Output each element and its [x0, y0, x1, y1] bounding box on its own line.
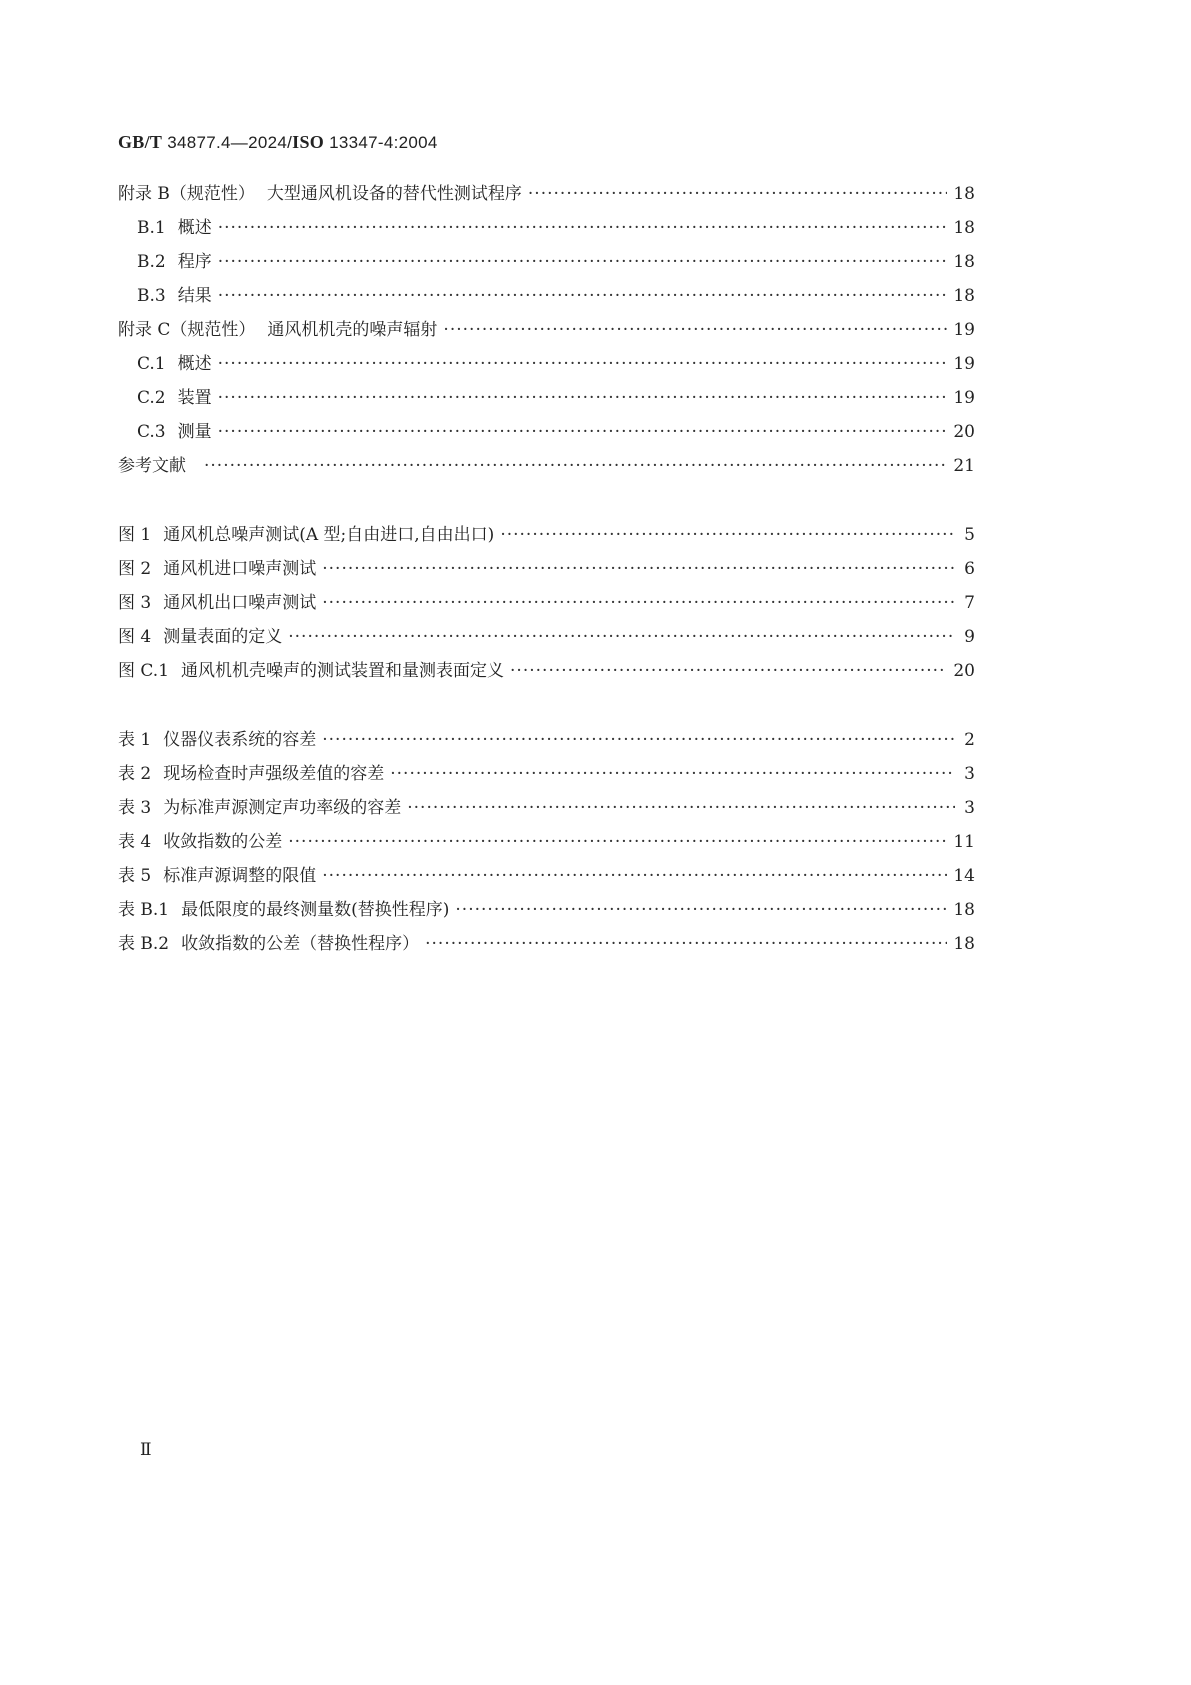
entry-number: 表 2 — [118, 764, 152, 784]
entry-number: C.1 — [137, 354, 166, 374]
entry-number: 图 3 — [118, 593, 152, 613]
entry-title: 装置 — [177, 388, 212, 408]
entry-number: 表 3 — [118, 798, 152, 818]
entry-page: 5 — [964, 525, 975, 545]
entry-title: 概述 — [177, 218, 212, 238]
toc-figures-list — [118, 518, 975, 688]
toc-entry[interactable] — [118, 211, 975, 245]
toc-entry[interactable] — [118, 552, 975, 586]
entry-page: 14 — [953, 866, 975, 886]
dot-leader — [218, 381, 948, 415]
entry-number: C.3 — [137, 422, 166, 442]
dot-leader — [443, 313, 947, 347]
dot-leader — [322, 586, 955, 620]
toc-entry[interactable] — [118, 859, 975, 893]
entry-number: B.3 — [137, 286, 166, 306]
entry-number: B.2 — [137, 252, 166, 272]
entry-number: 图 4 — [118, 627, 152, 647]
entry-title: 收敛指数的公差（替换性程序） — [181, 934, 420, 954]
entry-page: 3 — [964, 798, 975, 818]
dot-leader — [500, 518, 955, 552]
entry-title: 程序 — [177, 252, 212, 272]
entry-title: 结果 — [177, 286, 212, 306]
entry-number: 表 B.2 — [118, 934, 170, 954]
toc-entry[interactable] — [118, 927, 975, 961]
dot-leader — [510, 654, 947, 688]
dot-leader — [528, 177, 947, 211]
toc-entry[interactable] — [118, 347, 975, 381]
dot-leader — [288, 825, 947, 859]
dot-leader — [218, 415, 948, 449]
dot-leader — [218, 211, 948, 245]
header-iso-number: 13347-4:2004 — [324, 133, 438, 152]
dot-leader — [218, 279, 948, 313]
entry-page: 20 — [953, 422, 975, 442]
entry-page: 19 — [953, 388, 975, 408]
toc-entry[interactable] — [118, 177, 975, 211]
dot-leader — [218, 347, 948, 381]
entry-number: 参考文献 — [118, 456, 186, 476]
entry-page: 6 — [964, 559, 975, 579]
entry-number: 表 5 — [118, 866, 152, 886]
entry-title: 通风机机壳噪声的测试装置和量测表面定义 — [181, 661, 505, 681]
dot-leader — [425, 927, 947, 961]
toc-entry[interactable] — [118, 654, 975, 688]
toc-entry[interactable] — [118, 518, 975, 552]
entry-page: 3 — [964, 764, 975, 784]
entry-title: 为标准声源测定声功率级的容差 — [163, 798, 402, 818]
entry-page: 18 — [953, 184, 975, 204]
entry-number: 图 1 — [118, 525, 152, 545]
toc-entry[interactable] — [118, 825, 975, 859]
dot-leader — [407, 791, 955, 825]
entry-title: 现场检查时声强级差值的容差 — [163, 764, 385, 784]
toc-entry[interactable] — [118, 245, 975, 279]
dot-leader — [288, 620, 955, 654]
entry-page: 7 — [964, 593, 975, 613]
entry-title: 标准声源调整的限值 — [163, 866, 317, 886]
toc-contents-list — [118, 177, 975, 483]
entry-number: 表 B.1 — [118, 900, 170, 920]
header-number: 34877.4—2024/ — [162, 133, 293, 152]
dot-leader — [322, 552, 955, 586]
entry-title: 大型通风机设备的替代性测试程序 — [266, 184, 522, 204]
toc-entry[interactable] — [118, 791, 975, 825]
entry-number: 表 4 — [118, 832, 152, 852]
document-code-header — [118, 132, 438, 153]
entry-title: 通风机机壳的噪声辐射 — [267, 320, 438, 340]
page-number: Ⅱ — [140, 1440, 152, 1460]
entry-page: 18 — [953, 218, 975, 238]
toc-entry[interactable] — [118, 313, 975, 347]
dot-leader — [322, 859, 947, 893]
entry-page: 19 — [953, 354, 975, 374]
toc-entry[interactable] — [118, 415, 975, 449]
entry-page: 18 — [953, 286, 975, 306]
entry-page: 21 — [953, 456, 975, 476]
toc-entry[interactable] — [118, 757, 975, 791]
header-gbt: GB/T — [118, 132, 163, 152]
entry-number: 图 2 — [118, 559, 152, 579]
entry-title: 通风机总噪声测试(A 型;自由进口,自由出口) — [163, 525, 495, 545]
toc-entry[interactable] — [118, 381, 975, 415]
entry-page: 2 — [964, 730, 975, 750]
entry-page: 18 — [953, 934, 975, 954]
toc-entry[interactable] — [118, 723, 975, 757]
toc-entry[interactable] — [118, 620, 975, 654]
header-iso: ISO — [292, 132, 325, 152]
entry-title: 收敛指数的公差 — [163, 832, 283, 852]
entry-number: 附录 B（规范性） — [118, 184, 255, 204]
toc-entry[interactable] — [118, 449, 975, 483]
entry-number: 图 C.1 — [118, 661, 170, 681]
entry-number: B.1 — [137, 218, 166, 238]
entry-page: 9 — [964, 627, 975, 647]
dot-leader — [218, 245, 948, 279]
entry-page: 18 — [953, 252, 975, 272]
dot-leader — [390, 757, 955, 791]
entry-page: 18 — [953, 900, 975, 920]
toc-entry[interactable] — [118, 893, 975, 927]
entry-number: C.2 — [137, 388, 166, 408]
entry-title: 最低限度的最终测量数(替换性程序) — [181, 900, 450, 920]
entry-title: 测量 — [177, 422, 212, 442]
toc-entry[interactable] — [118, 279, 975, 313]
entry-title: 通风机进口噪声测试 — [163, 559, 317, 579]
entry-number: 附录 C（规范性） — [118, 320, 256, 340]
entry-page: 19 — [953, 320, 975, 340]
entry-number: 表 1 — [118, 730, 152, 750]
entry-page: 11 — [953, 832, 975, 852]
toc-tables-list — [118, 723, 975, 961]
entry-title: 通风机出口噪声测试 — [163, 593, 317, 613]
dot-leader — [322, 723, 955, 757]
entry-title: 测量表面的定义 — [163, 627, 283, 647]
dot-leader — [204, 449, 947, 483]
entry-title: 概述 — [177, 354, 212, 374]
entry-page: 20 — [953, 661, 975, 681]
toc-entry[interactable] — [118, 586, 975, 620]
dot-leader — [455, 893, 947, 927]
entry-title: 仪器仪表系统的容差 — [163, 730, 317, 750]
